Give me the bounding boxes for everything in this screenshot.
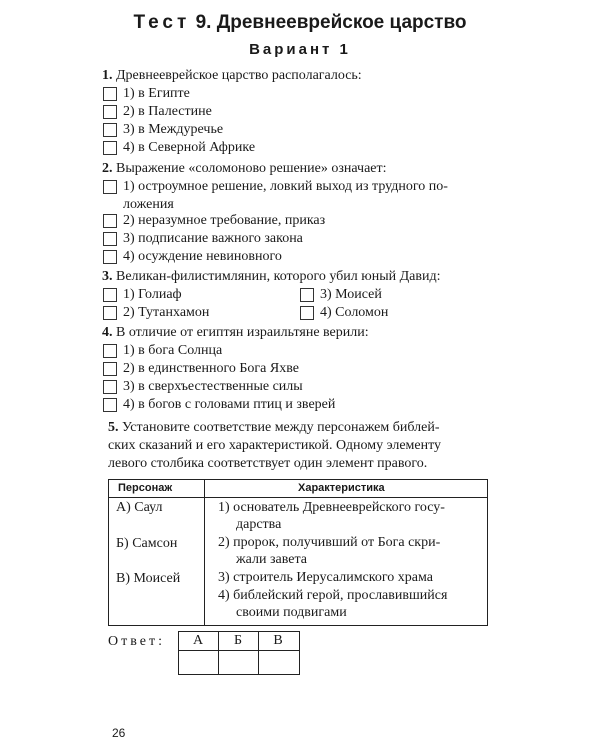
q2-option-1-cont: ложения bbox=[123, 197, 174, 212]
table-column-divider bbox=[204, 479, 205, 626]
question-5-line-2: ских сказаний и его характеристикой. Одному элементу bbox=[108, 438, 442, 453]
question-5-line-1 bbox=[108, 419, 508, 437]
question-prompt: В отличие от египтян израильтяне верили: bbox=[116, 325, 369, 340]
q3-option-4: 4) Соломон bbox=[320, 305, 389, 320]
checkbox-q3-opt4[interactable] bbox=[300, 306, 314, 320]
checkbox-q4-opt2[interactable] bbox=[103, 362, 117, 376]
checkbox-q3-opt1[interactable] bbox=[103, 288, 117, 302]
question-prompt: Установите соответствие между персонажем библей- bbox=[122, 420, 440, 435]
question-2-text bbox=[102, 160, 502, 178]
checkbox-q4-opt1[interactable] bbox=[103, 344, 117, 358]
checkbox-q1-opt2[interactable] bbox=[103, 105, 117, 119]
page-title bbox=[0, 12, 600, 34]
checkbox-q2-opt4[interactable] bbox=[103, 250, 117, 264]
question-3-text bbox=[102, 268, 502, 286]
question-prompt: Великан-филистимлянин, которого убил юный Давид: bbox=[116, 269, 441, 284]
q1-option-4: 4) в Северной Африке bbox=[123, 140, 256, 155]
checkbox-q1-opt3[interactable] bbox=[103, 123, 117, 137]
answer-header-b: Б bbox=[233, 633, 243, 648]
variant-heading: Вариант 1 bbox=[249, 41, 351, 58]
table-character-b: Б) Самсон bbox=[116, 536, 178, 551]
q4-option-2: 2) в единственного Бога Яхве bbox=[123, 361, 299, 376]
q2-option-1: 1) остроумное решение, ловкий выход из трудного по- bbox=[123, 179, 448, 194]
table-character-c: В) Моисей bbox=[116, 571, 181, 586]
q2-option-2: 2) неразумное требование, приказ bbox=[123, 213, 326, 228]
question-prompt: Древнееврейское царство располагалось: bbox=[116, 68, 362, 83]
table-description-4-cont: своими подвигами bbox=[236, 605, 347, 620]
table-description-4: 4) библейский герой, прославившийся bbox=[218, 588, 448, 603]
question-1-text bbox=[102, 67, 502, 85]
question-number: 1. bbox=[102, 68, 113, 83]
q4-option-4: 4) в богов с головами птиц и зверей bbox=[123, 397, 336, 412]
page-number: 26 bbox=[112, 726, 126, 740]
q1-option-2: 2) в Палестине bbox=[123, 104, 212, 119]
checkbox-q4-opt3[interactable] bbox=[103, 380, 117, 394]
q3-option-3: 3) Моисей bbox=[320, 287, 382, 302]
question-number: 4. bbox=[102, 325, 113, 340]
table-description-2-cont: жали завета bbox=[236, 552, 307, 567]
q3-option-2: 2) Тутанхамон bbox=[123, 305, 210, 320]
q3-option-1: 1) Голиаф bbox=[123, 287, 182, 302]
question-prompt: Выражение «соломоново решение» означает: bbox=[116, 161, 387, 176]
question-number: 5. bbox=[108, 420, 119, 435]
answer-label: Ответ: bbox=[108, 634, 165, 649]
q4-option-3: 3) в сверхъестественные силы bbox=[123, 379, 303, 394]
answer-cell-a[interactable] bbox=[179, 651, 218, 674]
answer-header-a: А bbox=[192, 633, 204, 648]
answer-header-c: В bbox=[273, 633, 283, 648]
table-character-a: А) Саул bbox=[116, 500, 163, 515]
checkbox-q3-opt3[interactable] bbox=[300, 288, 314, 302]
question-number: 2. bbox=[102, 161, 113, 176]
checkbox-q2-opt2[interactable] bbox=[103, 214, 117, 228]
checkbox-q1-opt1[interactable] bbox=[103, 87, 117, 101]
table-header-character: Персонаж bbox=[118, 482, 173, 494]
table-description-1: 1) основатель Древнееврейского госу- bbox=[218, 500, 445, 515]
checkbox-q2-opt1[interactable] bbox=[103, 180, 117, 194]
q1-option-1: 1) в Египте bbox=[123, 86, 190, 101]
q2-option-4: 4) осуждение невиновного bbox=[123, 249, 282, 264]
table-description-3: 3) строитель Иерусалимского храма bbox=[218, 570, 433, 585]
checkbox-q1-opt4[interactable] bbox=[103, 141, 117, 155]
answer-cell-c[interactable] bbox=[259, 651, 299, 674]
q4-option-1: 1) в бога Солнца bbox=[123, 343, 223, 358]
question-5-line-3: левого столбика соответствует один элемент правого. bbox=[108, 456, 428, 471]
table-header-divider bbox=[108, 497, 488, 498]
q1-option-3: 3) в Междуречье bbox=[123, 122, 224, 137]
table-description-2: 2) пророк, получивший от Бога скри- bbox=[218, 535, 441, 550]
q2-option-3: 3) подписание важного закона bbox=[123, 231, 303, 246]
question-number: 3. bbox=[102, 269, 113, 284]
table-header-description: Характеристика bbox=[298, 482, 385, 494]
title-main: 9. Древнееврейское царство bbox=[195, 12, 467, 33]
answer-cell-b[interactable] bbox=[219, 651, 258, 674]
checkbox-q3-opt2[interactable] bbox=[103, 306, 117, 320]
table-description-1-cont: дарства bbox=[236, 517, 282, 532]
question-4-text bbox=[102, 324, 502, 342]
checkbox-q2-opt3[interactable] bbox=[103, 232, 117, 246]
title-prefix: Тест bbox=[133, 12, 191, 33]
checkbox-q4-opt4[interactable] bbox=[103, 398, 117, 412]
